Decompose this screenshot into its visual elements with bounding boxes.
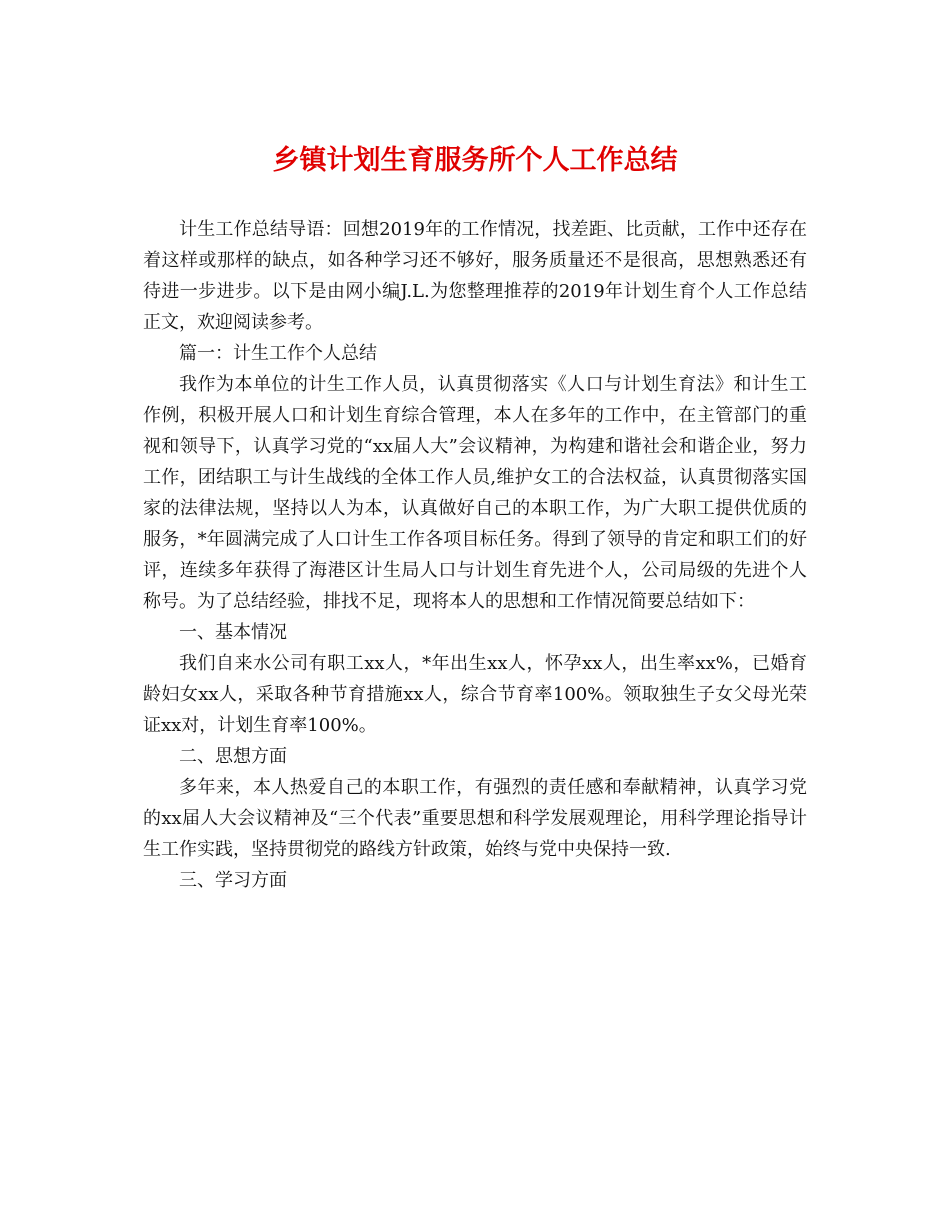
document-title: 乡镇计划生育服务所个人工作总结: [272, 145, 678, 176]
document-body: [143, 214, 807, 896]
section-heading-basic-info: 一、基本情况: [179, 622, 287, 643]
paragraph-part-one: 我作为本单位的计生工作人员，认真贯彻落实《人口与计划生育法》和计生工作例，积极开展人口和计划生育综合管理，本人在多年的工作中，在主管部门的重视和领导下，认真学习党的“xx届人大”会议精神，为构建和谐社会和谐企业，努力工作，团结职工与计生战线的全体工作人员,维护女工的合法权益，认真贯彻落实国家的法律法规，坚持以人为本，认真做好自己的本职工作，为广大职工提供优质的服务，*年圆满完成了人口计生工作各项目标任务。得到了领导的肯定和职工们的好评，连续多年获得了海港区计生局人口与计划生育先进个人，公司局级的先进个人称号。为了总结经验，排找不足，现将本人的思想和工作情况简要总结如下：: [143, 374, 807, 612]
paragraph-thought: 多年来，本人热爱自己的本职工作，有强烈的责任感和奉献精神，认真学习党的xx届人大会议精神及“三个代表”重要思想和科学发展观理论，用科学理论指导计生工作实践，坚持贯彻党的路线方针政策，始终与党中央保持一致.: [143, 777, 807, 860]
section-heading-study: 三、学习方面: [179, 870, 287, 891]
section-heading-part-one: 篇一：计生工作个人总结: [179, 343, 377, 364]
section-heading-thought: 二、思想方面: [179, 746, 287, 767]
paragraph-basic-info: 我们自来水公司有职工xx人，*年出生xx人，怀孕xx人，出生率xx%，已婚育龄妇女xx人，采取各种节育措施xx人，综合节育率100%。领取独生子女父母光荣证xx对，计划生育率100%。: [143, 653, 807, 736]
paragraph-intro: 计生工作总结导语：回想2019年的工作情况，找差距、比贡献，工作中还存在着这样或那样的缺点，如各种学习还不够好，服务质量还不是很高，思想熟悉还有待进一步进步。以下是由网小编J.L.为您整理推荐的2019年计划生育个人工作总结正文，欢迎阅读参考。: [143, 219, 807, 333]
